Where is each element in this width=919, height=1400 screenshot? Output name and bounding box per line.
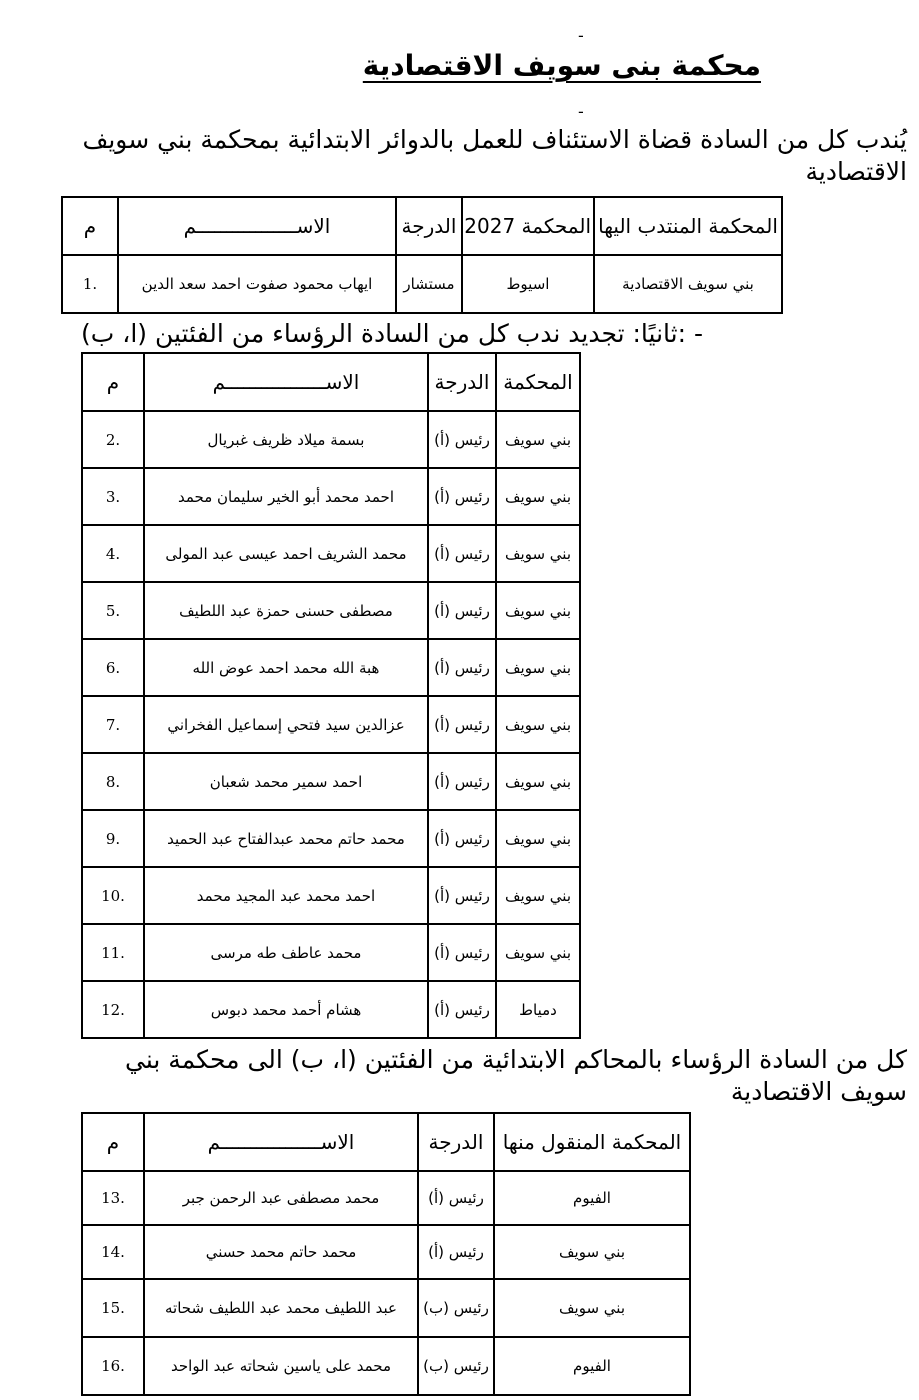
col-court: المحكمة — [496, 353, 580, 411]
cell-name: بسمة ميلاد ظريف غبريال — [144, 411, 428, 468]
cell-grade: رئيس (أ) — [428, 411, 496, 468]
section2-table — [81, 352, 581, 1039]
cell-court: بني سويف — [496, 696, 580, 753]
cell-grade: مستشار — [396, 255, 462, 313]
table-row — [82, 411, 580, 468]
cell-number: 5. — [82, 582, 144, 639]
cell-grade: رئيس (أ) — [428, 582, 496, 639]
cell-name: مصطفى حسنى حمزة عبد اللطيف — [144, 582, 428, 639]
cell-court-transferred-from: بني سويف — [494, 1279, 690, 1337]
section2-header-row — [82, 353, 580, 411]
cell-number: 2. — [82, 411, 144, 468]
table-row — [82, 1337, 690, 1395]
cell-grade: رئيس (أ) — [428, 924, 496, 981]
cell-name: محمد حاتم محمد حسني — [144, 1225, 418, 1279]
table-row — [82, 639, 580, 696]
cell-name: عزالدين سيد فتحي إسماعيل الفخراني — [144, 696, 428, 753]
cell-name: عبد اللطيف محمد عبد اللطيف شحاته — [144, 1279, 418, 1337]
cell-court: اسيوط — [462, 255, 594, 313]
cell-number: 3. — [82, 468, 144, 525]
cell-grade: رئيس (أ) — [428, 468, 496, 525]
table-row — [82, 525, 580, 582]
cell-grade: رئيس (أ) — [428, 525, 496, 582]
cell-name: محمد مصطفى عبد الرحمن جبر — [144, 1171, 418, 1225]
cell-number: 13. — [82, 1171, 144, 1225]
cell-name: محمد الشريف احمد عيسى عبد المولى — [144, 525, 428, 582]
col-number: م — [82, 353, 144, 411]
section2-heading: - :ثانيًا: تجديد ندب كل من السادة الرؤساء من الفئتين (ا، ب) — [81, 319, 703, 348]
col-grade: الدرجة — [396, 197, 462, 255]
middle-dash-mark: - — [578, 102, 584, 121]
cell-number: 11. — [82, 924, 144, 981]
cell-number: 12. — [82, 981, 144, 1038]
cell-grade: رئيس (ب) — [418, 1279, 494, 1337]
cell-court-transferred-from: الفيوم — [494, 1171, 690, 1225]
section3-table — [81, 1112, 691, 1396]
cell-court: بني سويف — [496, 525, 580, 582]
cell-number: 8. — [82, 753, 144, 810]
table-row — [82, 810, 580, 867]
cell-court: بني سويف — [496, 867, 580, 924]
cell-grade: رئيس (أ) — [418, 1225, 494, 1279]
table-row — [82, 468, 580, 525]
cell-court: بني سويف — [496, 582, 580, 639]
table-row — [82, 981, 580, 1038]
section1-table — [61, 196, 783, 314]
section3-header-row — [82, 1113, 690, 1171]
table-row — [82, 582, 580, 639]
cell-name: احمد سمير محمد شعبان — [144, 753, 428, 810]
top-dash-mark: - — [578, 26, 584, 45]
page-title: محكمة بنى سويف الاقتصادية — [362, 49, 761, 82]
cell-court-transferred-from: الفيوم — [494, 1337, 690, 1395]
table-row — [82, 1279, 690, 1337]
cell-number: 16. — [82, 1337, 144, 1395]
col-court-transferred-from: المحكمة المنقول منها — [494, 1113, 690, 1171]
cell-name: محمد على ياسين شحاته عبد الواحد — [144, 1337, 418, 1395]
cell-number: 14. — [82, 1225, 144, 1279]
col-grade: الدرجة — [428, 353, 496, 411]
col-name: الاســـــــــــــــــم — [118, 197, 396, 255]
section1-heading: يُندب كل من السادة قضاة الاستئناف للعمل بالدوائر الابتدائية بمحكمة بني سويف الاقتصادية — [82, 125, 907, 186]
section3-heading: كل من السادة الرؤساء بالمحاكم الابتدائية من الفئتين (ا، ب) الى محكمة بني سويف الاقتصادية — [125, 1045, 907, 1106]
cell-number: 10. — [82, 867, 144, 924]
col-name: الاســـــــــــــــــم — [144, 353, 428, 411]
cell-court: بني سويف — [496, 468, 580, 525]
cell-court: بني سويف — [496, 411, 580, 468]
cell-grade: رئيس (أ) — [428, 867, 496, 924]
cell-number: 15. — [82, 1279, 144, 1337]
cell-court: بني سويف — [496, 810, 580, 867]
col-number: م — [82, 1113, 144, 1171]
table-row — [82, 753, 580, 810]
table-row — [62, 255, 782, 313]
cell-court: دمياط — [496, 981, 580, 1038]
col-grade: الدرجة — [418, 1113, 494, 1171]
cell-grade: رئيس (أ) — [428, 639, 496, 696]
table-row — [82, 696, 580, 753]
table-row — [82, 1225, 690, 1279]
cell-name: احمد محمد أبو الخير سليمان محمد — [144, 468, 428, 525]
cell-number: 4. — [82, 525, 144, 582]
cell-court: بني سويف — [496, 753, 580, 810]
cell-name: ايهاب محمود صفوت احمد سعد الدين — [118, 255, 396, 313]
cell-grade: رئيس (أ) — [428, 810, 496, 867]
col-court: المحكمة 2027 — [462, 197, 594, 255]
col-court-assigned-to: المحكمة المنتدب اليها — [594, 197, 782, 255]
cell-grade: رئيس (أ) — [418, 1171, 494, 1225]
cell-number: 7. — [82, 696, 144, 753]
table-row — [82, 924, 580, 981]
cell-court: بني سويف — [496, 924, 580, 981]
cell-number: 9. — [82, 810, 144, 867]
cell-name: هشام أحمد محمد دبوس — [144, 981, 428, 1038]
cell-grade: رئيس (أ) — [428, 753, 496, 810]
cell-court-assigned-to: بني سويف الاقتصادية — [594, 255, 782, 313]
cell-grade: رئيس (أ) — [428, 696, 496, 753]
cell-court-transferred-from: بني سويف — [494, 1225, 690, 1279]
cell-number: 1. — [62, 255, 118, 313]
cell-grade: رئيس (ب) — [418, 1337, 494, 1395]
cell-name: احمد محمد عبد المجيد محمد — [144, 867, 428, 924]
table-row — [82, 1171, 690, 1225]
cell-number: 6. — [82, 639, 144, 696]
cell-grade: رئيس (أ) — [428, 981, 496, 1038]
col-number: م — [62, 197, 118, 255]
section1-header-row — [62, 197, 782, 255]
cell-name: محمد عاطف طه مرسى — [144, 924, 428, 981]
table-row — [82, 867, 580, 924]
cell-court: بني سويف — [496, 639, 580, 696]
cell-name: محمد حاتم محمد عبدالفتاح عبد الحميد — [144, 810, 428, 867]
col-name: الاســـــــــــــــــم — [144, 1113, 418, 1171]
cell-name: هبة الله محمد احمد عوض الله — [144, 639, 428, 696]
